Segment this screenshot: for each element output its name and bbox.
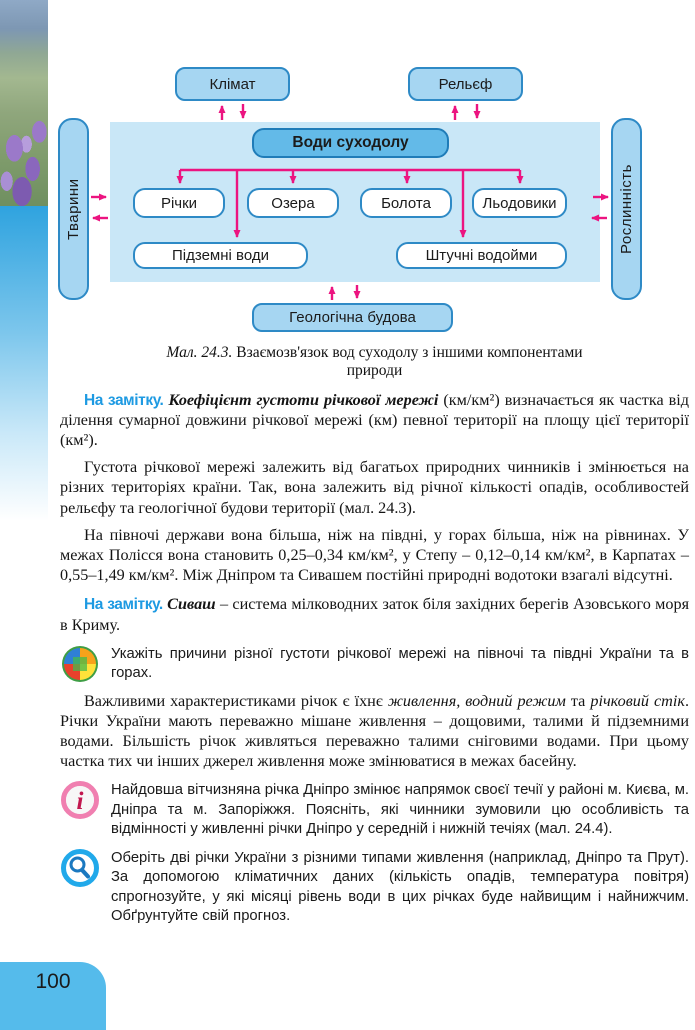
note-text: – система мілководних заток біля західних берегів Азовського моря в Криму. [60,595,690,634]
svg-text:i: i [76,788,84,816]
note-label: На замітку. [84,596,163,614]
diagram-box-relief: Рельєф [408,67,523,101]
paragraph-part: Важливими характеристиками річок є їхнє [84,691,388,710]
note-label: На замітку. [84,391,164,409]
diagram-box-swamps: Болота [360,188,452,218]
diagram-box-glaciers: Льодовики [472,188,567,218]
diagram-box-geology: Геологічна будова [252,303,453,332]
diagram-arrows [0,0,695,345]
note-syvash [60,594,689,634]
diagram-box-animals: Тварини [58,118,89,300]
paragraph-part: та [565,691,591,710]
note-term: Сиваш [162,595,216,614]
paragraph-density-factors: Густота річкової мережі залежить від багатьох природних чинників і змінюється на різних територіях країни. Так, вона залежить від річної кількості опадів, особливостей рельєфу та геологічної будови території (мал. 24.3). [60,458,689,517]
task-puzzle [60,644,689,684]
land-waters-diagram [0,0,695,345]
paragraph-part: . Річки України мають переважно мішане живлення – дощовими, талими й підземними водами. Більшість річок живляться переважно талими сніговими водами. При цьому частка тих чи інших джерел живлення може змінюватися в межах басейну. [60,691,689,771]
paragraph-density-values: На півночі держави вона більша, ніж на півдні, у горах більша, ніж на рівнинах. У межах Полісся вона становить 0,25–0,34 км/км², у Степу – 0,12–0,14 км/км², в Карпатах – 0,55–1,49 км/км². Між Дніпром та Сивашем постійні природні водотоки взагалі відсутні. [60,525,689,585]
task-text: Найдовша вітчизняна річка Дніпро змінює напрямок своєї течії у районі м. Києва, м. Дніпра та м. Запоріжжя. Поясніть, які чинники зумовили цю особливість та відмінності у живленні річки Дніпро у середній і нижній течіях (мал. 24.4). [111,782,689,837]
info-icon [60,780,100,820]
figure-label: Мал. 24.3. [166,344,233,361]
paragraph-river-characteristics [60,691,689,772]
diagram-box-artificial-reservoirs: Штучні водойми [396,242,567,269]
diagram-box-land-waters: Води суходолу [252,128,449,158]
task-info [60,780,689,839]
page-number: 100 [35,970,71,993]
task-research [60,848,689,926]
puzzle-icon [60,644,100,684]
figure-caption [160,344,590,381]
page-number-badge [0,962,106,1030]
text-column [60,344,689,926]
note-text: (км/км²) визначається як частка від ділення сумарної довжини річкової мережі (км) певної території на площу цієї території (км²). [60,390,690,450]
figure-caption-text: Взаємозв'язок вод суходолу з іншими компонентами природи [232,344,583,380]
diagram-box-climate: Клімат [175,67,290,101]
task-text: Укажіть причини різної густоти річкової мережі на півночі та півдні України та в горах. [111,645,689,681]
term-italic: річковий стік [590,691,685,710]
magnifier-icon [60,848,100,888]
diagram-box-lakes: Озера [247,188,339,218]
diagram-box-groundwater: Підземні води [133,242,308,269]
note-density [60,390,689,451]
diagram-box-rivers: Річки [133,188,225,218]
note-term: Коефіцієнт густоти річкової мережі [163,390,439,409]
diagram-box-vegetation: Рослинність [611,118,642,300]
term-italic: живлення, водний режим [387,691,566,710]
task-text: Оберіть дві річки України з різними типами живлення (наприклад, Дніпро та Прут). За допомогою кліматичних даних (кількість опадів, температура повітря) спрогнозуйте, у які місяці рівень води в цих річках буде найвищим і найнижчим. Обґрунтуйте свій прогноз. [111,850,689,924]
